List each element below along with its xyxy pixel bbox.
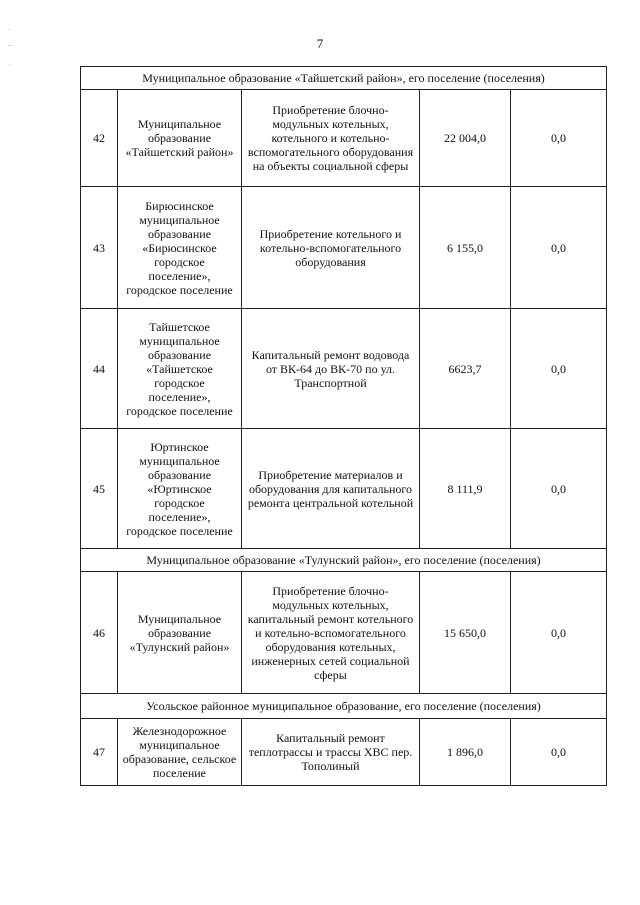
table-row [81, 187, 607, 309]
amount-cell: 6 155,0 [420, 187, 511, 309]
amount-cell: 15 650,0 [420, 572, 511, 694]
municipality-cell: Муниципальное образование «Тайшетский район» [118, 90, 242, 187]
table-row [81, 309, 607, 429]
row-number: 44 [81, 309, 118, 429]
value-cell: 0,0 [511, 187, 607, 309]
purpose-cell: Приобретение блочно-модульных котельных, котельного и котельно-вспомогательного оборудования на объекты социальной сферы [242, 90, 420, 187]
section-header-row [81, 694, 607, 719]
scan-mark: . [8, 22, 11, 32]
row-number: 46 [81, 572, 118, 694]
purpose-cell: Приобретение блочно-модульных котельных, капитальный ремонт котельного и котельно-вспомогательного оборудования котельных, инженерных сетей социальной сферы [242, 572, 420, 694]
amount-cell: 1 896,0 [420, 719, 511, 786]
purpose-cell: Приобретение котельного и котельно-вспомогательного оборудования [242, 187, 420, 309]
row-number: 47 [81, 719, 118, 786]
amount-cell: 22 004,0 [420, 90, 511, 187]
row-number: 45 [81, 429, 118, 549]
value-cell: 0,0 [511, 719, 607, 786]
section-title: Муниципальное образование «Тайшетский район», его поселение (поселения) [81, 67, 607, 90]
purpose-cell: Капитальный ремонт теплотрассы и трассы ХВС пер. Тополиный [242, 719, 420, 786]
municipality-cell: Тайшетское муниципальное образование «Тайшетское городское поселение», городское поселение [118, 309, 242, 429]
purpose-cell: Приобретение материалов и оборудования для капитального ремонта центральной котельной [242, 429, 420, 549]
table-row [81, 429, 607, 549]
amount-cell: 8 111,9 [420, 429, 511, 549]
municipality-cell: Юртинское муниципальное образование «Юртинское городское поселение», городское поселение [118, 429, 242, 549]
value-cell: 0,0 [511, 309, 607, 429]
amount-cell: 6623,7 [420, 309, 511, 429]
value-cell: 0,0 [511, 572, 607, 694]
table-row [81, 719, 607, 786]
section-title: Муниципальное образование «Тулунский район», его поселение (поселения) [81, 549, 607, 572]
section-header-row [81, 67, 607, 90]
scan-mark: · [8, 60, 11, 70]
value-cell: 0,0 [511, 90, 607, 187]
table-body [81, 67, 607, 786]
row-number: 42 [81, 90, 118, 187]
municipality-cell: Железнодорожное муниципальное образование, сельское поселение [118, 719, 242, 786]
scan-mark: – [8, 40, 13, 50]
row-number: 43 [81, 187, 118, 309]
section-header-row [81, 549, 607, 572]
municipality-cell: Бирюсинское муниципальное образование «Бирюсинское городское поселение», городское поселение [118, 187, 242, 309]
section-title: Усольское районное муниципальное образование, его поселение (поселения) [81, 694, 607, 719]
table-row [81, 90, 607, 187]
municipality-cell: Муниципальное образование «Тулунский район» [118, 572, 242, 694]
page-number: 7 [316, 36, 324, 51]
allocation-table [80, 66, 607, 786]
purpose-cell: Капитальный ремонт водовода от ВК-64 до ВК-70 по ул. Транспортной [242, 309, 420, 429]
table-row [81, 572, 607, 694]
value-cell: 0,0 [511, 429, 607, 549]
